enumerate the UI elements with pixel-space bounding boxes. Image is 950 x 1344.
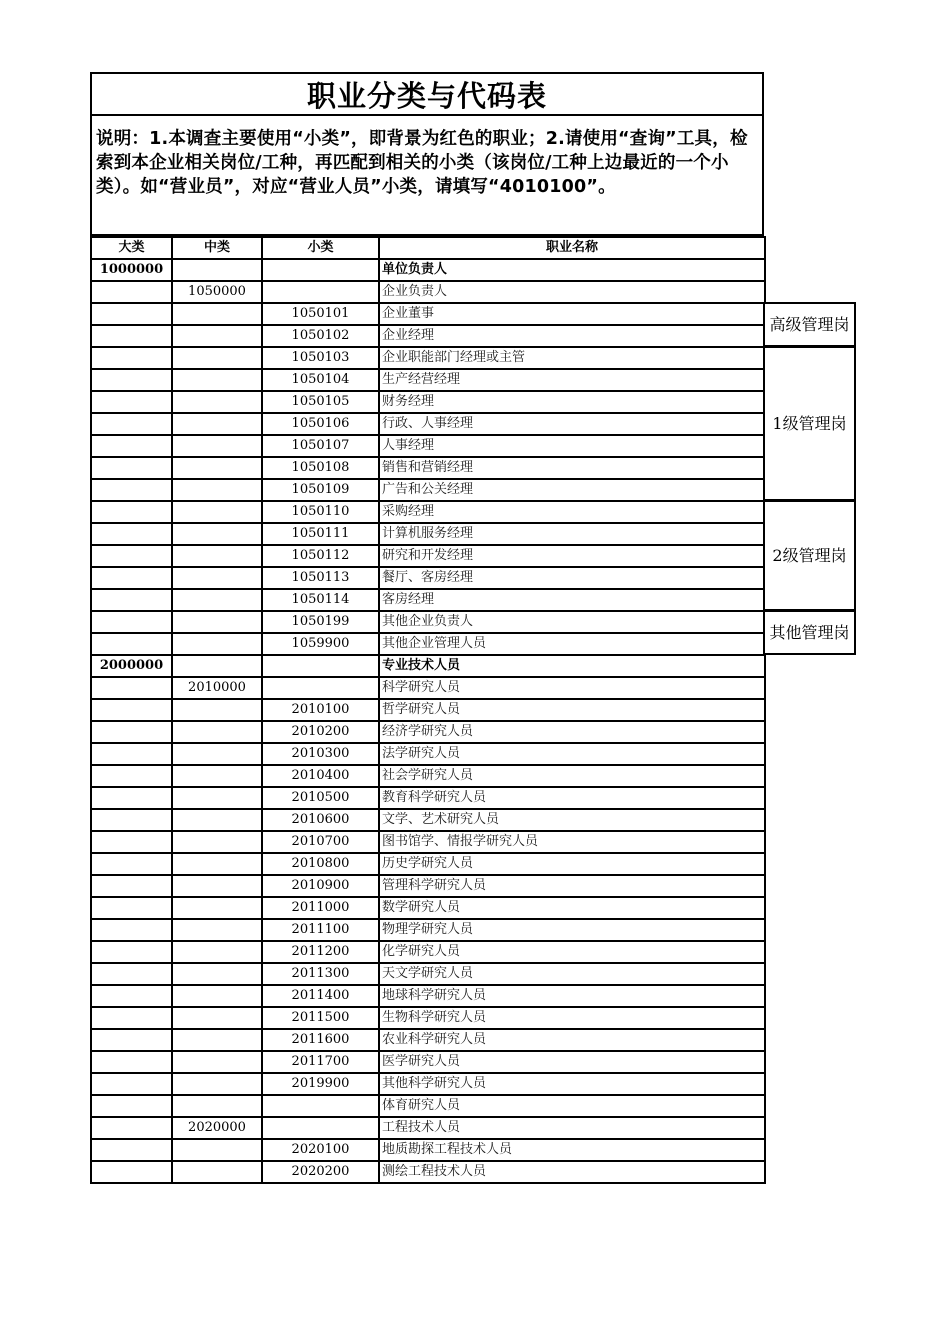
side-label-senior-management bbox=[763, 302, 856, 347]
table-row bbox=[91, 391, 765, 413]
table-row bbox=[91, 897, 765, 919]
minor-class-cell: 1050111 bbox=[262, 523, 379, 545]
middle-class-cell bbox=[172, 1161, 262, 1183]
occupation-name-cell: 图书馆学、情报学研究人员 bbox=[379, 831, 765, 853]
minor-class-cell: 2010200 bbox=[262, 721, 379, 743]
major-class-cell bbox=[91, 765, 172, 787]
major-class-cell bbox=[91, 1051, 172, 1073]
major-class-cell bbox=[91, 699, 172, 721]
minor-class-cell: 1050113 bbox=[262, 567, 379, 589]
occupation-name-cell: 企业经理 bbox=[379, 325, 765, 347]
occupation-name-cell: 社会学研究人员 bbox=[379, 765, 765, 787]
header-middle-class: 中类 bbox=[172, 237, 262, 259]
occupation-name-cell: 采购经理 bbox=[379, 501, 765, 523]
table-row bbox=[91, 545, 765, 567]
table-row bbox=[91, 303, 765, 325]
minor-class-cell: 1050110 bbox=[262, 501, 379, 523]
major-class-cell bbox=[91, 567, 172, 589]
major-class-cell bbox=[91, 875, 172, 897]
occupation-name-cell: 专业技术人员 bbox=[379, 655, 765, 677]
occupation-name-cell: 计算机服务经理 bbox=[379, 523, 765, 545]
major-class-cell bbox=[91, 545, 172, 567]
minor-class-cell: 1050114 bbox=[262, 589, 379, 611]
middle-class-cell bbox=[172, 831, 262, 853]
minor-class-cell: 1050107 bbox=[262, 435, 379, 457]
minor-class-cell: 2011200 bbox=[262, 941, 379, 963]
middle-class-cell: 2010000 bbox=[172, 677, 262, 699]
minor-class-cell: 2011700 bbox=[262, 1051, 379, 1073]
middle-class-cell bbox=[172, 1051, 262, 1073]
side-label-text: 其他管理岗 bbox=[769, 623, 850, 642]
occupation-name-cell: 财务经理 bbox=[379, 391, 765, 413]
major-class-cell: 2000000 bbox=[91, 655, 172, 677]
table-row bbox=[91, 985, 765, 1007]
major-class-cell bbox=[91, 919, 172, 941]
occupation-name-cell: 地质勘探工程技术人员 bbox=[379, 1139, 765, 1161]
major-class-cell bbox=[91, 1095, 172, 1117]
minor-class-cell: 2010600 bbox=[262, 809, 379, 831]
middle-class-cell: 1050000 bbox=[172, 281, 262, 303]
major-class-cell bbox=[91, 523, 172, 545]
occupation-name-cell: 餐厅、客房经理 bbox=[379, 567, 765, 589]
minor-class-cell: 1050105 bbox=[262, 391, 379, 413]
table-row bbox=[91, 347, 765, 369]
middle-class-cell bbox=[172, 567, 262, 589]
major-class-cell bbox=[91, 721, 172, 743]
minor-class-cell: 1050199 bbox=[262, 611, 379, 633]
table-row bbox=[91, 1161, 765, 1183]
table-row bbox=[91, 435, 765, 457]
middle-class-cell bbox=[172, 633, 262, 655]
table-row bbox=[91, 413, 765, 435]
middle-class-cell bbox=[172, 523, 262, 545]
major-class-cell bbox=[91, 413, 172, 435]
minor-class-cell bbox=[262, 677, 379, 699]
middle-class-cell bbox=[172, 721, 262, 743]
side-label-level1-management bbox=[763, 346, 856, 501]
table-row bbox=[91, 809, 765, 831]
minor-class-cell: 2020100 bbox=[262, 1139, 379, 1161]
middle-class-cell: 2020000 bbox=[172, 1117, 262, 1139]
table-row bbox=[91, 369, 765, 391]
table-row bbox=[91, 787, 765, 809]
table-row bbox=[91, 963, 765, 985]
table-row bbox=[91, 567, 765, 589]
middle-class-cell bbox=[172, 325, 262, 347]
header-major-class: 大类 bbox=[91, 237, 172, 259]
middle-class-cell bbox=[172, 1073, 262, 1095]
side-label-text: 高级管理岗 bbox=[769, 315, 850, 334]
middle-class-cell bbox=[172, 391, 262, 413]
major-class-cell bbox=[91, 831, 172, 853]
table-row bbox=[91, 325, 765, 347]
major-class-cell bbox=[91, 941, 172, 963]
major-class-cell bbox=[91, 347, 172, 369]
table-row bbox=[91, 1073, 765, 1095]
minor-class-cell bbox=[262, 281, 379, 303]
occupation-name-cell: 生物科学研究人员 bbox=[379, 1007, 765, 1029]
occupation-name-cell: 教育科学研究人员 bbox=[379, 787, 765, 809]
middle-class-cell bbox=[172, 303, 262, 325]
side-label-text: 1级管理岗 bbox=[772, 414, 847, 433]
occupation-name-cell: 行政、人事经理 bbox=[379, 413, 765, 435]
middle-class-cell bbox=[172, 501, 262, 523]
occupation-name-cell: 天文学研究人员 bbox=[379, 963, 765, 985]
middle-class-cell bbox=[172, 1139, 262, 1161]
middle-class-cell bbox=[172, 369, 262, 391]
minor-class-cell: 2019900 bbox=[262, 1073, 379, 1095]
minor-class-cell bbox=[262, 655, 379, 677]
minor-class-cell: 2010700 bbox=[262, 831, 379, 853]
occupation-name-cell: 历史学研究人员 bbox=[379, 853, 765, 875]
table-row bbox=[91, 1139, 765, 1161]
major-class-cell bbox=[91, 1007, 172, 1029]
occupation-name-cell: 医学研究人员 bbox=[379, 1051, 765, 1073]
header-occupation-name: 职业名称 bbox=[379, 237, 765, 259]
middle-class-cell bbox=[172, 787, 262, 809]
table-row bbox=[91, 765, 765, 787]
minor-class-cell: 2011500 bbox=[262, 1007, 379, 1029]
occupation-name-cell: 研究和开发经理 bbox=[379, 545, 765, 567]
minor-class-cell: 1050106 bbox=[262, 413, 379, 435]
minor-class-cell bbox=[262, 1095, 379, 1117]
occupation-name-cell: 物理学研究人员 bbox=[379, 919, 765, 941]
major-class-cell bbox=[91, 809, 172, 831]
occupation-name-cell: 销售和营销经理 bbox=[379, 457, 765, 479]
table-row bbox=[91, 457, 765, 479]
occupation-name-cell: 化学研究人员 bbox=[379, 941, 765, 963]
middle-class-cell bbox=[172, 413, 262, 435]
minor-class-cell: 2011300 bbox=[262, 963, 379, 985]
minor-class-cell: 2020200 bbox=[262, 1161, 379, 1183]
table-row bbox=[91, 875, 765, 897]
major-class-cell bbox=[91, 677, 172, 699]
table-row bbox=[91, 523, 765, 545]
occupation-name-cell: 企业负责人 bbox=[379, 281, 765, 303]
middle-class-cell bbox=[172, 435, 262, 457]
major-class-cell bbox=[91, 611, 172, 633]
occupation-table bbox=[90, 236, 766, 1184]
occupation-name-cell: 生产经营经理 bbox=[379, 369, 765, 391]
table-row bbox=[91, 1117, 765, 1139]
major-class-cell bbox=[91, 1117, 172, 1139]
occupation-name-cell: 其他企业负责人 bbox=[379, 611, 765, 633]
minor-class-cell: 2010300 bbox=[262, 743, 379, 765]
table-row bbox=[91, 831, 765, 853]
major-class-cell bbox=[91, 743, 172, 765]
middle-class-cell bbox=[172, 963, 262, 985]
major-class-cell bbox=[91, 897, 172, 919]
table-header-row bbox=[91, 237, 765, 259]
table-row bbox=[91, 633, 765, 655]
middle-class-cell bbox=[172, 985, 262, 1007]
middle-class-cell bbox=[172, 743, 262, 765]
minor-class-cell: 1050102 bbox=[262, 325, 379, 347]
occupation-name-cell: 文学、艺术研究人员 bbox=[379, 809, 765, 831]
occupation-name-cell: 广告和公关经理 bbox=[379, 479, 765, 501]
major-class-cell bbox=[91, 1029, 172, 1051]
minor-class-cell: 2011400 bbox=[262, 985, 379, 1007]
occupation-name-cell: 工程技术人员 bbox=[379, 1117, 765, 1139]
table-row bbox=[91, 919, 765, 941]
minor-class-cell: 1050109 bbox=[262, 479, 379, 501]
table-row bbox=[91, 743, 765, 765]
middle-class-cell bbox=[172, 875, 262, 897]
sheet-title: 职业分类与代码表 bbox=[90, 72, 764, 116]
major-class-cell bbox=[91, 369, 172, 391]
occupation-name-cell: 管理科学研究人员 bbox=[379, 875, 765, 897]
minor-class-cell: 1059900 bbox=[262, 633, 379, 655]
minor-class-cell: 1050101 bbox=[262, 303, 379, 325]
major-class-cell bbox=[91, 963, 172, 985]
occupation-name-cell: 企业董事 bbox=[379, 303, 765, 325]
middle-class-cell bbox=[172, 853, 262, 875]
middle-class-cell bbox=[172, 1007, 262, 1029]
major-class-cell bbox=[91, 1073, 172, 1095]
minor-class-cell: 2010100 bbox=[262, 699, 379, 721]
major-class-cell bbox=[91, 1139, 172, 1161]
middle-class-cell bbox=[172, 589, 262, 611]
middle-class-cell bbox=[172, 809, 262, 831]
minor-class-cell: 1050108 bbox=[262, 457, 379, 479]
middle-class-cell bbox=[172, 655, 262, 677]
table-row bbox=[91, 1051, 765, 1073]
occupation-name-cell: 单位负责人 bbox=[379, 259, 765, 281]
table-row bbox=[91, 1029, 765, 1051]
major-class-cell bbox=[91, 501, 172, 523]
major-class-cell bbox=[91, 853, 172, 875]
minor-class-cell: 2010400 bbox=[262, 765, 379, 787]
major-class-cell bbox=[91, 985, 172, 1007]
table-row bbox=[91, 281, 765, 303]
table-row bbox=[91, 655, 765, 677]
major-class-cell bbox=[91, 633, 172, 655]
instruction-note: 说明：1.本调查主要使用“小类”，即背景为红色的职业；2.请使用“查询”工具，检索到本企业相关岗位/工种，再匹配到相关的小类（该岗位/工种上边最近的一个小类）。如“营业员”，对应“营业人员”小类，请填写“4010100”。 bbox=[90, 116, 764, 236]
occupation-name-cell: 体育研究人员 bbox=[379, 1095, 765, 1117]
occupation-name-cell: 法学研究人员 bbox=[379, 743, 765, 765]
major-class-cell bbox=[91, 391, 172, 413]
table-row bbox=[91, 611, 765, 633]
minor-class-cell: 2011100 bbox=[262, 919, 379, 941]
table-row bbox=[91, 1007, 765, 1029]
table-row bbox=[91, 699, 765, 721]
occupation-code-sheet bbox=[90, 72, 764, 1184]
occupation-name-cell: 其他科学研究人员 bbox=[379, 1073, 765, 1095]
major-class-cell bbox=[91, 303, 172, 325]
middle-class-cell bbox=[172, 699, 262, 721]
table-row bbox=[91, 941, 765, 963]
middle-class-cell bbox=[172, 765, 262, 787]
occupation-name-cell: 其他企业管理人员 bbox=[379, 633, 765, 655]
major-class-cell bbox=[91, 435, 172, 457]
header-minor-class: 小类 bbox=[262, 237, 379, 259]
middle-class-cell bbox=[172, 479, 262, 501]
minor-class-cell: 2010900 bbox=[262, 875, 379, 897]
side-label-text: 2级管理岗 bbox=[772, 546, 847, 565]
occupation-name-cell: 地球科学研究人员 bbox=[379, 985, 765, 1007]
occupation-name-cell: 科学研究人员 bbox=[379, 677, 765, 699]
major-class-cell bbox=[91, 589, 172, 611]
middle-class-cell bbox=[172, 259, 262, 281]
occupation-name-cell: 企业职能部门经理或主管 bbox=[379, 347, 765, 369]
middle-class-cell bbox=[172, 611, 262, 633]
middle-class-cell bbox=[172, 545, 262, 567]
middle-class-cell bbox=[172, 919, 262, 941]
table-row bbox=[91, 501, 765, 523]
table-row bbox=[91, 1095, 765, 1117]
major-class-cell bbox=[91, 457, 172, 479]
minor-class-cell: 2010800 bbox=[262, 853, 379, 875]
occupation-name-cell: 经济学研究人员 bbox=[379, 721, 765, 743]
major-class-cell bbox=[91, 787, 172, 809]
side-label-level2-management bbox=[763, 500, 856, 611]
side-label-other-management bbox=[763, 610, 856, 655]
table-row bbox=[91, 853, 765, 875]
table-row bbox=[91, 259, 765, 281]
major-class-cell bbox=[91, 325, 172, 347]
major-class-cell bbox=[91, 281, 172, 303]
minor-class-cell: 1050104 bbox=[262, 369, 379, 391]
major-class-cell bbox=[91, 479, 172, 501]
middle-class-cell bbox=[172, 457, 262, 479]
middle-class-cell bbox=[172, 347, 262, 369]
occupation-name-cell: 数学研究人员 bbox=[379, 897, 765, 919]
minor-class-cell bbox=[262, 1117, 379, 1139]
table-row bbox=[91, 479, 765, 501]
occupation-name-cell: 哲学研究人员 bbox=[379, 699, 765, 721]
major-class-cell: 1000000 bbox=[91, 259, 172, 281]
table-row bbox=[91, 589, 765, 611]
minor-class-cell: 2011600 bbox=[262, 1029, 379, 1051]
occupation-name-cell: 人事经理 bbox=[379, 435, 765, 457]
minor-class-cell bbox=[262, 259, 379, 281]
occupation-name-cell: 测绘工程技术人员 bbox=[379, 1161, 765, 1183]
middle-class-cell bbox=[172, 1029, 262, 1051]
middle-class-cell bbox=[172, 1095, 262, 1117]
table-row bbox=[91, 721, 765, 743]
minor-class-cell: 2011000 bbox=[262, 897, 379, 919]
occupation-name-cell: 农业科学研究人员 bbox=[379, 1029, 765, 1051]
minor-class-cell: 2010500 bbox=[262, 787, 379, 809]
occupation-name-cell: 客房经理 bbox=[379, 589, 765, 611]
middle-class-cell bbox=[172, 897, 262, 919]
middle-class-cell bbox=[172, 941, 262, 963]
major-class-cell bbox=[91, 1161, 172, 1183]
minor-class-cell: 1050103 bbox=[262, 347, 379, 369]
table-row bbox=[91, 677, 765, 699]
minor-class-cell: 1050112 bbox=[262, 545, 379, 567]
